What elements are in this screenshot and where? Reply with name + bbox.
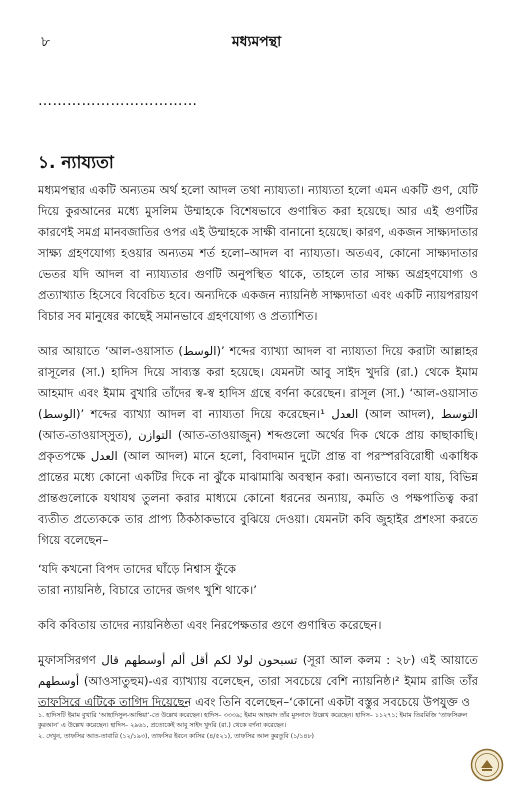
page-header xyxy=(0,30,513,54)
publisher-seal-icon xyxy=(470,748,504,782)
footnote: ১. হাদিসটি ইমাম বুখারি ‘আহাদিসুল-আম্বিয়া’-তে উল্লেখ করেছেন। হাদিস– ৩৩৩৯; ইমাম আহমাদ তাঁর মুসনাদে উল্লেখ করেছেন। হাদিস– ১১২৭১; ইমাম তিরমিজি ‘তাফসিরুল কুরআন’ এ উল্লেখ করেছেন। হাদিস– ২৯৬১, প্রত্যেকেই আবু সাইদ খুদরি (রা.) থেকে বর্ণনা করেছেন। xyxy=(38,712,467,729)
poem-quote xyxy=(38,559,478,601)
quote-line: ‘যদি কখনো বিপদ তাদের ঘাঁড়ে নিশ্বাস ফুঁকে xyxy=(38,562,237,576)
page-number: ৮ xyxy=(41,34,51,50)
quote-line: তারা ন্যায়নিষ্ঠ, বিচারে তাদের জগৎ খুশি থাকে।’ xyxy=(38,583,257,597)
footnote: ২. দেখুন, তাফসির আত-তাবারি (১২/১৯৩), তাফসির ইবনে কাসির (৪/৫২১), তাফসির আল কুরতুবি (১/১৪৮) xyxy=(38,733,315,740)
footnote-divider xyxy=(38,706,188,707)
footnotes xyxy=(38,711,478,743)
paragraph: আর আয়াতে ‘আল-ওয়াসাত (الوسط)’ শব্দের ব্যাখ্যা আদল বা ন্যায্যতা দিয়ে করাটা আল্লাহর রাসূলের (সা.) হাদিস দিয়ে সাব্যস্ত করা হয়েছে। যেমনটা আবু সাইদ খুদরি (রা.) থেকে ইমাম আহমাদ এবং ইমাম বুখারি তাঁদের স্ব-স্ব হাদিস গ্রন্থে বর্ণনা করেছেন। রাসূল (সা.) ‘আল-ওয়াসাত (الوسط)’ শব্দের ব্যাখ্যা আদল বা ন্যায্যতা দিয়ে করেছেন।¹ العدل (আল আদল), التوسط (আত-তাওয়াস্সুত), التوازن (আত-তাওয়াজুন) শব্দগুলো অর্থের দিক থেকে প্রায় কাছাকাছি। প্রকৃতপক্ষে العدل (আল আদল) মানে হলো, বিবাদমান দুটো প্রান্ত বা পরস্পরবিরোধী একাধিক প্রান্তের মধ্যে কোনো একটির দিকে না ঝুঁকে মাঝামাঝি অবস্থান করা। অন্যভাবে বলা যায়, বিভিন্ন প্রান্তগুলোকে যথাযথ তুলনা করার মাধ্যমে কোনো ধরনের অন্যায়, কমতি ও পক্ষপাতিত্ব করা ব্যতীত প্রত্যেককে তার প্রাপ্য ঠিকঠাকভাবে বুঝিয়ে দেওয়া। যেমনটা কবি জুহাইর প্রশংসা করতে গিয়ে বলেছেন– xyxy=(38,344,479,547)
paragraph: কবি কবিতায় তাদের ন্যায়নিষ্ঠতা এবং নিরপেক্ষতার গুণে গুণান্বিত করেছেন। xyxy=(38,618,382,632)
paragraph: মুফাসসিরগণ تسبحون لولا لكم أقل ألم أوسطهم قال (সূরা আল কলম : ২৮) এই আয়াতে أوسطهم (আওসাতুহুম)-এর ব্যাখ্যায় বলেছেন, তারা সবচেয়ে বেশি ন্যায়নিষ্ঠ।² ইমাম রাজি তাঁর তাফসিরে এটিকে তাগিদ দিয়েছেন এবং তিনি বলেছেন–‘কোনো একটা বস্তুর সবচেয়ে উপযুক্ত ও xyxy=(38,653,478,709)
body-text xyxy=(38,180,478,721)
section-heading: ১. ন্যায্যতা xyxy=(38,153,114,173)
running-title: মধ্যমপন্থা xyxy=(231,34,282,50)
paragraph: মধ্যমপন্থার একটি অন্যতম অর্থ হলো আদল তথা ন্যায্যতা। ন্যায্যতা হলো এমন একটি গুণ, যেটি দিয়ে কুরআনের মধ্যে মুসলিম উম্মাহকে বিশেষভাবে গুণান্বিত করা হয়েছে। আর এই গুণটির কারণেই সমগ্র মানবজাতির ওপর এই উম্মাহকে সাক্ষী বানানো হয়েছে। কারণ, একজন সাক্ষ্যদাতার সাক্ষ্য গ্রহণযোগ্য হওয়ার অন্যতম শর্ত হলো–আদল বা ন্যায্যতা। অতএব, কোনো সাক্ষ্যদাতার ভেতর যদি আদল বা ন্যায্যতার গুণটি অনুপস্থিত থাকে, তাহলে তার সাক্ষ্য অগ্রহণযোগ্য ও প্রত্যাখ্যাত হিসেবে বিবেচিত হবে। অন্যদিকে একজন ন্যায়নিষ্ঠ সাক্ষ্যদাতা এবং একটি ন্যায়পরায়ণ বিচার সব মানুষের কাছেই সমানভাবে গ্রহণযোগ্য ও প্রত্যাশিত। xyxy=(38,183,478,323)
dotted-separator: …………………………… xyxy=(38,93,198,109)
